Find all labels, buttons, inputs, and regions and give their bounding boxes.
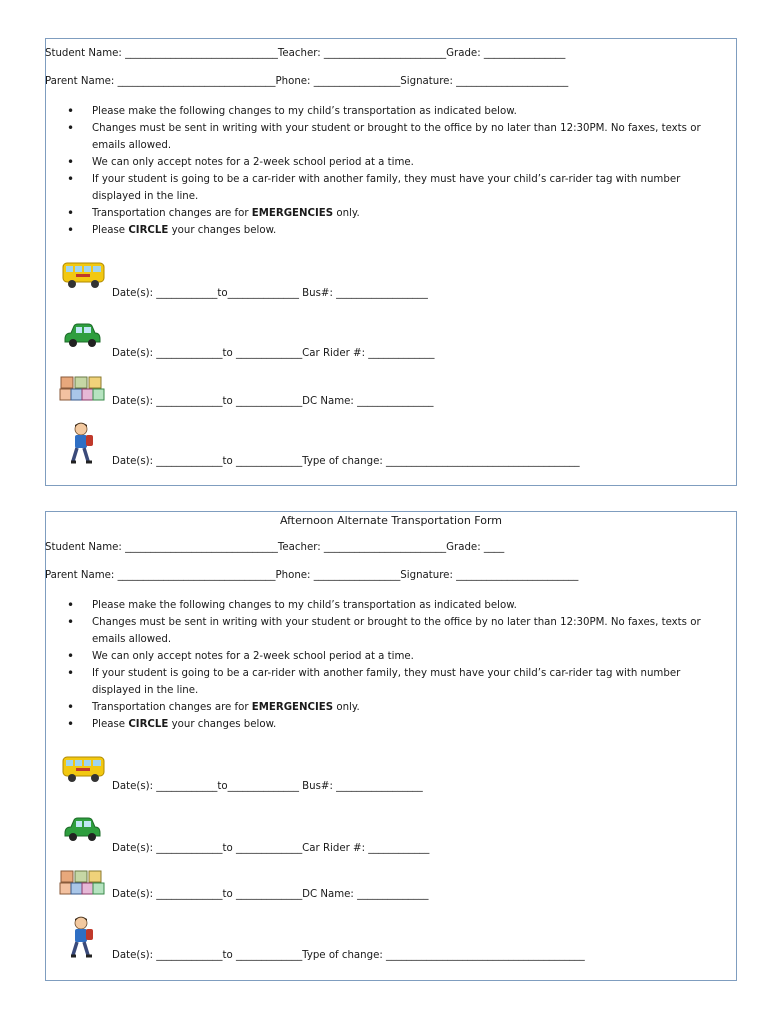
instruction-item: • If your student is going to be a car-rider with another family, they must have your child’s car-rider tag with number displayed in the line. — [67, 665, 727, 699]
instruction-item — [67, 716, 727, 733]
form-title: Afternoon Alternate Transportation Form — [279, 514, 503, 527]
instruction-item: • Please make the following changes to my child’s transportation as indicated below. — [67, 103, 727, 120]
instruction-text: your changes below. — [168, 719, 277, 730]
car-option-line[interactable]: Date(s): _____________to _____________Car Rider #: _____________ — [112, 348, 435, 359]
parent-info-line[interactable]: Parent Name: _______________________________Phone: _________________Signature: ______________________ — [45, 76, 569, 87]
type-change-option-line[interactable]: Date(s): _____________to _____________Type of change: _______________________________________ — [112, 950, 585, 961]
emphasis-text: CIRCLE — [128, 719, 169, 730]
instruction-text: your changes below. — [168, 225, 277, 236]
transportation-form-2 — [45, 511, 737, 981]
student-info-line[interactable]: Student Name: ______________________________Teacher: ________________________Grade: ________________ — [45, 48, 566, 59]
instruction-text: only. — [333, 208, 360, 219]
bus-option-line[interactable]: Date(s): ____________to______________ Bus#: _________________ — [112, 781, 423, 792]
abc-blocks-icon — [59, 376, 105, 402]
instruction-item: • Changes must be sent in writing with your student or brought to the office by no later than 12:30PM. No faxes, texts or emails allowed. — [67, 614, 727, 648]
instruction-item — [67, 205, 727, 222]
bus-icon — [62, 260, 106, 290]
car-icon — [62, 816, 102, 842]
car-icon — [62, 322, 102, 348]
transportation-form-1 — [45, 38, 737, 486]
emphasis-text: EMERGENCIES — [251, 208, 334, 219]
bus-option-line[interactable]: Date(s): ____________to______________ Bus#: __________________ — [112, 288, 428, 299]
instruction-item: • We can only accept notes for a 2-week school period at a time. — [67, 648, 727, 665]
instruction-text: Transportation changes are for — [92, 208, 252, 219]
emphasis-text: EMERGENCIES — [251, 702, 334, 713]
parent-info-line[interactable]: Parent Name: _______________________________Phone: _________________Signature: ________________________ — [45, 570, 579, 581]
walking-student-icon — [68, 915, 98, 961]
abc-blocks-icon — [59, 870, 105, 896]
emphasis-text: CIRCLE — [128, 225, 169, 236]
instruction-item — [67, 699, 727, 716]
instruction-text: Please — [92, 225, 129, 236]
instruction-text: Please — [92, 719, 129, 730]
student-info-line[interactable]: Student Name: ______________________________Teacher: ________________________Grade: ____ — [45, 542, 505, 553]
bus-icon — [62, 754, 106, 784]
type-change-option-line[interactable]: Date(s): _____________to _____________Type of change: ______________________________________ — [112, 456, 580, 467]
instructions-list — [67, 103, 727, 239]
instruction-item: • We can only accept notes for a 2-week school period at a time. — [67, 154, 727, 171]
instruction-text: only. — [333, 702, 360, 713]
instruction-item — [67, 222, 727, 239]
instruction-item: • Please make the following changes to my child’s transportation as indicated below. — [67, 597, 727, 614]
instructions-list — [67, 597, 727, 733]
instruction-item: • Changes must be sent in writing with your student or brought to the office by no later than 12:30PM. No faxes, texts or emails allowed. — [67, 120, 727, 154]
instruction-item: • If your student is going to be a car-rider with another family, they must have your child’s car-rider tag with number displayed in the line. — [67, 171, 727, 205]
walking-student-icon — [68, 421, 98, 467]
instruction-text: Transportation changes are for — [92, 702, 252, 713]
daycare-option-line[interactable]: Date(s): _____________to _____________DC Name: _______________ — [112, 396, 434, 407]
car-option-line[interactable]: Date(s): _____________to _____________Car Rider #: ____________ — [112, 843, 430, 854]
daycare-option-line[interactable]: Date(s): _____________to _____________DC Name: ______________ — [112, 889, 429, 900]
